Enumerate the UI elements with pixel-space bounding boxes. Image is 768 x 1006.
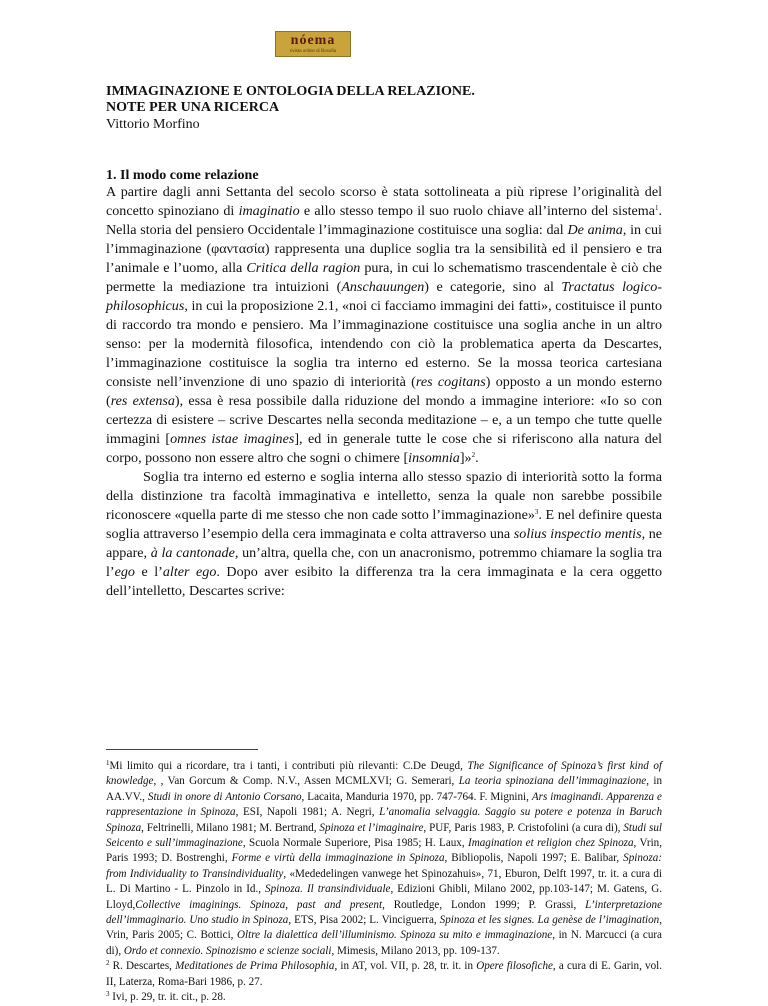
- footnote-3: [106, 990, 662, 1005]
- text-run: , in AA.VV.,: [106, 775, 662, 803]
- citation-title: Ars imaginandi. Apparenza e rappresentazione in Spinoza: [106, 790, 662, 819]
- italic-term: res cogitans: [415, 374, 486, 390]
- text-run: , un’altra, quella che, con un anacronismo, potremmo chiamare la soglia tra l’: [106, 545, 662, 580]
- text-run: , in cui l’immaginazione (φαντασία) rappresenta una duplice soglia tra la sensibilità ed il pensiero e tra l’animale e l’uomo, alla: [106, 222, 662, 276]
- text-run: R. Descartes,: [109, 960, 176, 973]
- citation-title: Forme e virtù della immaginazione in Spinoza: [231, 852, 445, 865]
- text-run: ], ed in generale tutte le cose che si riferiscono alla natura del corpo, possono non essere altro che sogni o chimere [: [106, 431, 663, 466]
- text-run: pura, in cui lo schematismo trascendentale è ciò che permette la mediazione tra intuizioni (: [106, 260, 663, 295]
- citation-title: The Significance of Spinoza’s first kind of knowledge: [106, 760, 662, 788]
- footnote-ref-1[interactable]: 1: [654, 204, 659, 212]
- text-run: , ETS, Pisa 2002; L. Vinciguerra,: [288, 914, 440, 927]
- paragraph-1: [106, 183, 662, 468]
- author-name: Vittorio Morfino: [106, 117, 200, 132]
- text-run: Ivi, p. 29, tr. it. cit., p. 28.: [109, 991, 226, 1004]
- text-run: , Vrin, Paris 1993; D. Bostrenghi,: [106, 837, 662, 865]
- citation-title: Collective imaginings. Spinoza, past and present: [135, 898, 383, 911]
- text-run: . Nella storia del pensiero Occidentale l’immaginazione costituisce una soglia: dal: [106, 203, 662, 238]
- italic-term: alter ego: [162, 564, 217, 580]
- citation-title: Spinoza. Il transindividuale: [265, 883, 391, 896]
- text-run: ) e categorie, sino al: [424, 279, 562, 295]
- citation-title: L’interpretazione dell’immaginario. Uno studio in Spinoza: [106, 898, 662, 927]
- citation-title: La teoria spinoziana dell’immaginazione: [458, 775, 647, 788]
- text-run: , Mimesis, Milano 2013, pp. 109-137.: [331, 944, 500, 957]
- footnote-1: [106, 759, 662, 959]
- italic-term: insomnia: [408, 450, 460, 466]
- footnote-2: [106, 959, 662, 990]
- logo-word: nóema: [290, 33, 336, 48]
- logo-tagline: rivista online di filosofia: [289, 48, 337, 53]
- text-run: , Lacaita, Manduria 1970, pp. 747-764. F. Mignini,: [301, 790, 532, 803]
- noema-logo: [275, 31, 351, 57]
- citation-title: Imagination et religion chez Spinoza: [468, 837, 634, 850]
- citation-title: Spinoza et l’imaginaire: [319, 821, 424, 834]
- article-title: [106, 84, 475, 116]
- citation-title: Ordo et connexio. Spinozismo e scienze sociali: [123, 944, 332, 957]
- italic-term: Tractatus logico-philosophicus: [106, 279, 663, 314]
- text-run: , , Van Gorcum & Comp. N.V., Assen MCMLXVI; G. Semerari,: [153, 775, 459, 788]
- text-run: , Scuola Normale Superiore, Pisa 1985; H. Laux,: [242, 837, 469, 850]
- citation-title: Meditationes de Prima Philosophia: [175, 960, 335, 973]
- footnote-number: 1: [106, 759, 110, 767]
- citation-title: Spinoza: from Individuality to Transindividuality: [106, 852, 662, 880]
- citation-title: Spinoza et les signes. La genèse de l’imagination: [439, 914, 660, 927]
- italic-term: ego: [114, 564, 135, 580]
- text-run: A partire dagli anni Settanta del secolo scorso è stata sottolineata a più riprese l’originalità del concetto spinoziano di: [106, 184, 662, 219]
- citation-title: Oltre la dialettica dell’illuminismo. Spinoza su mito e immaginazione: [237, 929, 553, 942]
- citation-title: L’anomalia selvaggia. Saggio su potere e potenza in Baruch Spinoza: [106, 806, 662, 834]
- italic-term: De anima: [567, 222, 623, 238]
- text-run: , ne appare,: [106, 526, 662, 561]
- italic-term: Anschauungen: [341, 279, 425, 295]
- text-run: , PUF, Paris 1983, P. Cristofolini (a cura di),: [423, 821, 624, 834]
- text-run: , in AT, vol. VII, p. 28, tr. it. in: [334, 960, 477, 973]
- footnote-number: 2: [106, 959, 110, 968]
- text-run: , Routledge, London 1999; P. Grassi,: [382, 898, 586, 911]
- text-run: ), essa è resa possibile dalla riduzione del mondo a immagine interiore: «Io so con certezza di esistere – scrive Descartes nella seconda meditazione – e, a un tempo che tutte quelle immagini [: [106, 393, 662, 447]
- text-run: ) opposto a un mondo esterno (: [106, 374, 662, 409]
- citation-title: Studi in onore di Antonio Corsano: [147, 790, 302, 803]
- text-run: , Feltrinelli, Milano 1981; M. Bertrand,: [141, 821, 320, 834]
- text-run: e l’: [134, 564, 163, 580]
- footnote-divider: [106, 749, 258, 750]
- article-body: [106, 183, 662, 601]
- text-run: , a cura di E. Garin, vol. II, Laterza, Roma-Bari 1986, p. 27.: [106, 960, 662, 988]
- italic-term: Critica della ragion: [246, 260, 361, 276]
- title-line-1: IMMAGINAZIONE E ONTOLOGIA DELLA RELAZIONE.: [106, 84, 475, 99]
- footnote-ref-3[interactable]: 3: [534, 508, 539, 516]
- section-heading: 1. Il modo come relazione: [106, 168, 259, 183]
- text-run: e allo stesso tempo il suo ruolo chiave all’interno del sistema: [299, 203, 655, 219]
- paragraph-2: [106, 468, 662, 601]
- footnote-ref-2[interactable]: 2: [471, 451, 476, 459]
- footnote-number: 3: [106, 990, 110, 999]
- title-line-2: NOTE PER UNA RICERCA: [106, 100, 280, 115]
- text-run: , «Mededelingen vanwege het Spinozahuis», 71, Eburon, Delft 1997, tr. it. a cura di L. Di Martino - L. Pinzolo in Id.,: [106, 867, 662, 896]
- footnotes: [106, 759, 662, 1006]
- text-run: .: [475, 450, 479, 466]
- text-run: , ESI, Napoli 1981; A. Negri,: [235, 806, 380, 819]
- text-run: , Vrin, Paris 2005; C. Bottici,: [106, 914, 663, 942]
- text-run: Mi limito qui a ricordare, tra i tanti, i contributi più rilevanti: C.De Deugd,: [109, 760, 468, 772]
- text-run: ]»: [459, 450, 472, 466]
- italic-term: à la cantonade: [150, 545, 235, 561]
- text-run: , Edizioni Ghibli, Milano 2002, pp.103-147; M. Gatens, G. Lloyd,: [106, 883, 663, 911]
- citation-title: Studi sul Seicento e sull’immaginazione: [106, 821, 662, 850]
- italic-term: imaginatio: [238, 203, 300, 219]
- italic-term: res extensa: [110, 393, 175, 409]
- text-run: Soglia tra interno ed esterno e soglia interna allo stesso spazio di interiorità sotto la forma della distinzione tra facoltà immaginativa e intelletto, senza la quale non sarebbe possibile riconoscere «quella parte di me stesso che non cade sotto l’immaginazione»: [106, 469, 662, 523]
- text-run: . E nel definire questa soglia attraverso l’esempio della cera immaginata e colta attraverso una: [106, 507, 662, 542]
- text-run: . Dopo aver esibito la differenza tra la cera immaginata e la cera oggetto dell’intelletto, Descartes scrive:: [106, 564, 662, 599]
- italic-term: solius inspectio mentis: [513, 526, 642, 542]
- text-run: , in cui la proposizione 2.1, «noi ci facciamo immagini dei fatti», costituisce il punto di raccordo tra mondo e pensiero. Ma l’immaginazione costituisce una soglia anche in un altro senso: per la modernità filosofica, intendendo con ciò la problematica aperta da Descartes, l’immaginazione costituisce la soglia tra interno ed esterno. Se la mossa teorica cartesiana consiste nell’invenzione di uno spazio di interiorità (: [106, 298, 662, 390]
- citation-title: Opere filosofiche: [476, 960, 553, 973]
- italic-term: omnes istae imagines: [170, 431, 295, 447]
- text-run: , in N. Marcucci (a cura di),: [106, 929, 662, 957]
- text-run: , Bibliopolis, Napoli 1997; E. Balibar,: [444, 852, 624, 865]
